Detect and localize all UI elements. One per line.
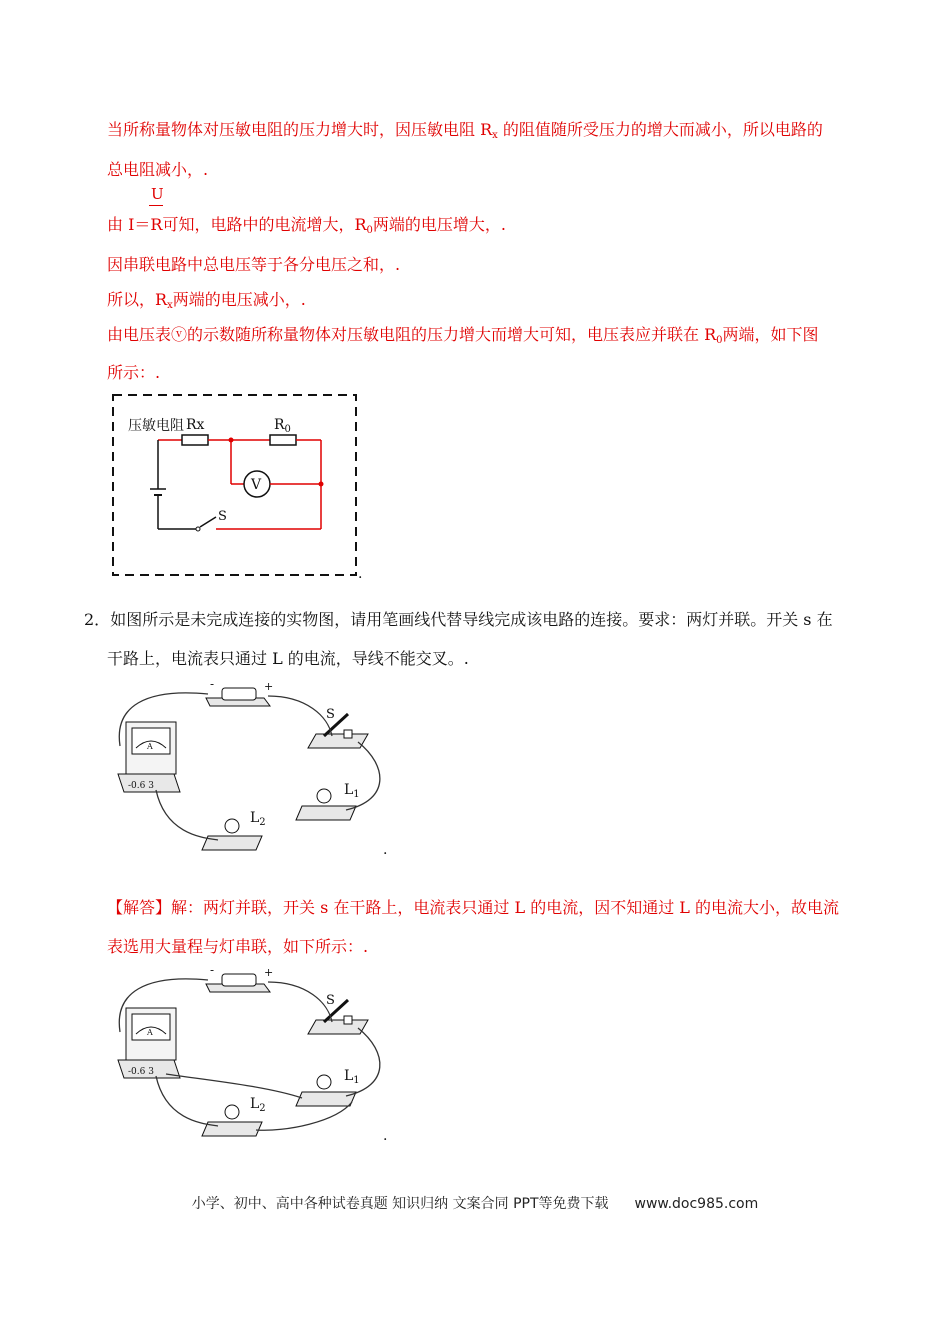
lamp1-bulb	[317, 1075, 331, 1089]
answer2-line2: 表选用大量程与灯串联，如下所示：.	[107, 937, 369, 956]
circuit-trail-dot: .	[358, 566, 363, 582]
answer2-line1	[107, 895, 839, 918]
switch-label: S	[326, 707, 335, 722]
answer1-line6-b: 两端，如下图	[722, 325, 819, 344]
ammeter-letter: A	[147, 1028, 153, 1037]
lamp2-label: $L_2$	[250, 810, 266, 828]
switch-base	[308, 734, 368, 748]
answer1-line5-b: 两端的电压减小，.	[172, 290, 306, 309]
battery-plus: +	[264, 966, 274, 979]
lamp1-label: $L_1$	[344, 782, 360, 800]
wire-switch-lamp1	[346, 1028, 380, 1096]
page-footer	[0, 1193, 950, 1213]
lamp2-base	[202, 1122, 262, 1136]
lamp2-bulb	[225, 1105, 239, 1119]
r0-subscript-2: 0	[716, 335, 723, 346]
answer1-line3	[107, 212, 506, 236]
lamp2-label: $L_2$	[250, 1096, 266, 1114]
battery-minus: -	[210, 677, 215, 691]
wire-ammeter-lamp2	[156, 1076, 218, 1126]
fraction-bar	[149, 205, 163, 206]
answer1-line5	[107, 287, 306, 311]
wire-ammeter-lamp1	[166, 1074, 302, 1098]
answer1-line6-a: 由电压表ⓥ的示数随所称量物体对压敏电阻的压力增大而增大可知，电压表应并联在 R	[107, 325, 717, 344]
battery-plus: +	[264, 680, 274, 693]
resistor-rx	[182, 435, 208, 445]
lamp1-base	[296, 1092, 356, 1106]
switch-label: S	[326, 993, 335, 1008]
question2-line1	[84, 607, 833, 630]
lamp1-base	[296, 806, 356, 820]
sensor-label: 压敏电阻	[128, 418, 184, 434]
footer-url[interactable]: www.doc985.com	[634, 1196, 759, 1212]
answer1-line1	[107, 117, 823, 141]
switch-pivot	[196, 527, 200, 531]
r0-label: $R_0$	[274, 417, 291, 435]
physical-circuit-question	[106, 676, 396, 858]
lamp1-label: $L_1$	[344, 1068, 360, 1086]
wire-switch-lamp1	[346, 742, 380, 810]
battery-minus: -	[210, 963, 215, 977]
fraction-denominator: R	[150, 215, 163, 234]
r0-subscript: 0	[366, 225, 373, 236]
fraction-numerator: U	[151, 185, 164, 203]
answer2-text1: 解：两灯并联，开关 s 在干路上，电流表只通过 L 的电流，因不知通过 L 的电流大小，故电流	[171, 898, 839, 917]
lamp2-base	[202, 836, 262, 850]
answer1-line1-a: 当所称量物体对压敏电阻的压力增大时，因压敏电阻 R	[107, 120, 493, 139]
ammeter-letter: A	[147, 742, 153, 751]
voltmeter-label: V	[251, 477, 262, 493]
battery-body	[222, 688, 256, 700]
answer1-line4: 因串联电路中总电压等于各分电压之和，.	[107, 255, 401, 274]
ammeter-scale: -0.6 3	[128, 781, 154, 791]
ammeter-scale: -0.6 3	[128, 1067, 154, 1077]
answer1-line1-b: 的阻值随所受压力的增大而减小，所以电路的	[497, 120, 823, 139]
figure2-trail-dot: .	[383, 1128, 388, 1144]
figure1-trail-dot: .	[383, 842, 388, 858]
answer1-line7: 所示：.	[107, 363, 161, 382]
switch-blade	[200, 517, 216, 527]
physical-circuit-answer	[106, 962, 396, 1144]
ohms-law-prefix: 由 I＝	[107, 215, 151, 234]
circuit-diagram	[108, 392, 364, 582]
switch-clip	[344, 730, 352, 738]
switch-label: S	[218, 509, 227, 524]
answer1-line6	[107, 322, 819, 346]
footer-text: 小学、初中、高中各种试卷真题 知识归纳 文案合同 PPT等免费下载	[191, 1196, 609, 1212]
answer-tag: 【解答】	[107, 898, 172, 917]
question2-text1: 如图所示是未完成连接的实物图，请用笔画线代替导线完成该电路的连接。要求：两灯并联。开关 s 在	[110, 610, 833, 629]
wire-ammeter-lamp2	[156, 790, 218, 840]
resistor-r0	[270, 435, 296, 445]
lamp2-bulb	[225, 819, 239, 833]
answer1-line5-a: 所以，R	[107, 290, 168, 309]
rx-subscript: x	[492, 130, 498, 141]
battery-body	[222, 974, 256, 986]
question-number: 2．	[84, 610, 111, 629]
rx-label: Rx	[186, 417, 205, 433]
answer1-line3-b: 可知，电路中的电流增大，R	[162, 215, 367, 234]
wire-battery-switch	[268, 696, 332, 736]
wire-battery-switch	[268, 982, 332, 1022]
rx-subscript-2: x	[167, 300, 173, 311]
question2-line2: 干路上，电流表只通过 L 的电流，导线不能交叉。.	[107, 649, 469, 668]
lamp1-bulb	[317, 789, 331, 803]
switch-clip	[344, 1016, 352, 1024]
answer1-line2: 总电阻减小，.	[107, 160, 209, 179]
switch-base	[308, 1020, 368, 1034]
answer1-line3-c: 两端的电压增大，.	[372, 215, 506, 234]
